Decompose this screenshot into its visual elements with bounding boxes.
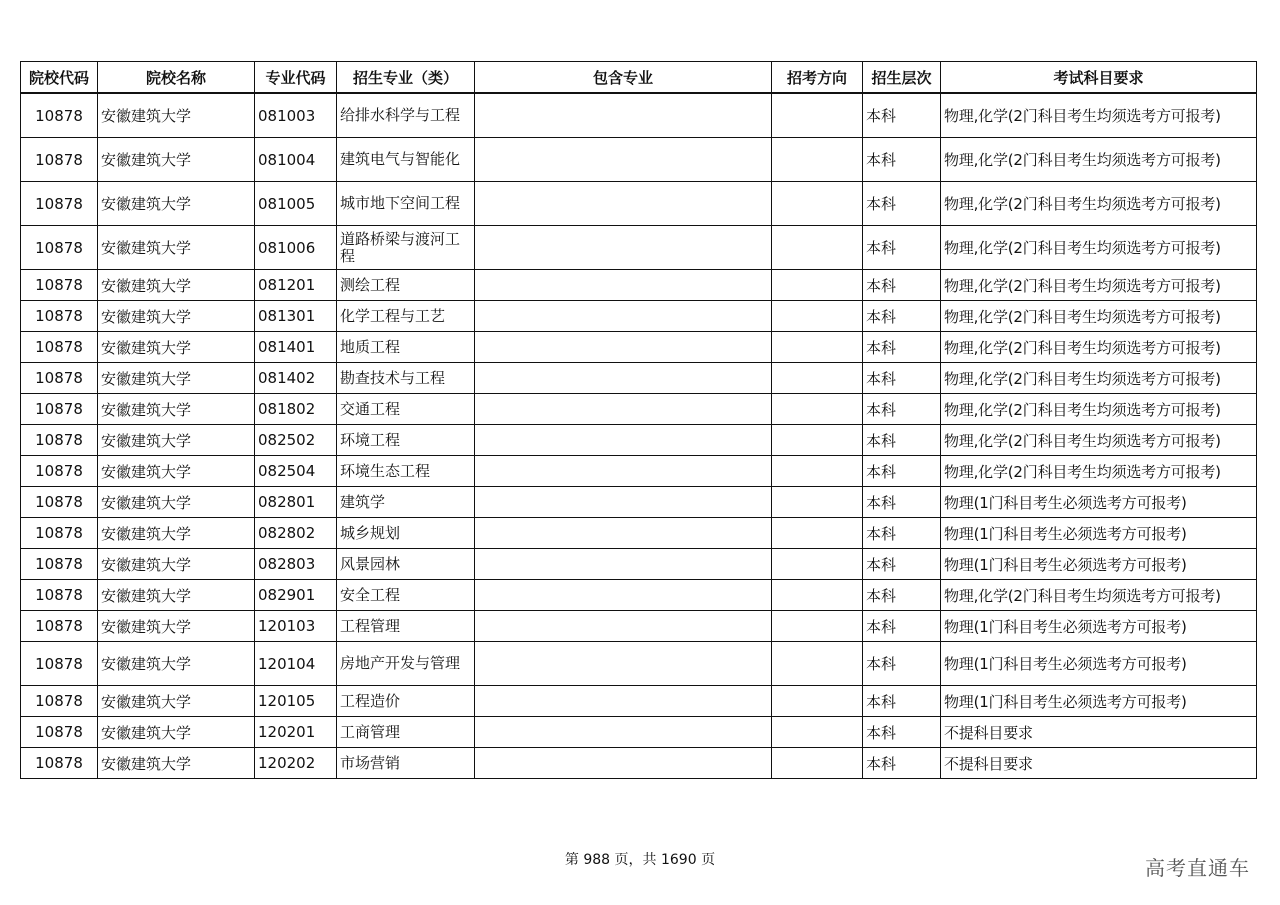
cell-included-majors <box>475 748 772 779</box>
cell-requirement: 物理,化学(2门科目考生均须选考方可报考) <box>941 332 1257 363</box>
cell-requirement: 物理,化学(2门科目考生均须选考方可报考) <box>941 394 1257 425</box>
cell-direction <box>772 580 863 611</box>
cell-major-code: 081003 <box>255 93 337 138</box>
table-row <box>21 748 1257 779</box>
cell-requirement: 物理,化学(2门科目考生均须选考方可报考) <box>941 301 1257 332</box>
cell-direction <box>772 456 863 487</box>
cell-school-name: 安徽建筑大学 <box>98 549 255 580</box>
cell-school-code: 10878 <box>21 642 98 686</box>
table-row <box>21 270 1257 301</box>
cell-level: 本科 <box>863 549 941 580</box>
cell-included-majors <box>475 549 772 580</box>
cell-school-name: 安徽建筑大学 <box>98 363 255 394</box>
cell-included-majors <box>475 394 772 425</box>
cell-major-code: 081005 <box>255 182 337 226</box>
cell-major-code: 081301 <box>255 301 337 332</box>
cell-included-majors <box>475 182 772 226</box>
cell-included-majors <box>475 226 772 270</box>
cell-school-name: 安徽建筑大学 <box>98 270 255 301</box>
cell-requirement: 物理,化学(2门科目考生均须选考方可报考) <box>941 270 1257 301</box>
cell-school-name: 安徽建筑大学 <box>98 182 255 226</box>
cell-major: 工程管理 <box>337 611 475 642</box>
header-level: 招生层次 <box>863 62 941 94</box>
cell-requirement: 不提科目要求 <box>941 748 1257 779</box>
cell-major: 建筑学 <box>337 487 475 518</box>
cell-school-code: 10878 <box>21 182 98 226</box>
cell-school-name: 安徽建筑大学 <box>98 717 255 748</box>
table-row <box>21 138 1257 182</box>
cell-school-name: 安徽建筑大学 <box>98 642 255 686</box>
cell-school-name: 安徽建筑大学 <box>98 226 255 270</box>
cell-level: 本科 <box>863 456 941 487</box>
cell-school-code: 10878 <box>21 93 98 138</box>
table-row <box>21 580 1257 611</box>
cell-major-code: 082801 <box>255 487 337 518</box>
cell-included-majors <box>475 580 772 611</box>
cell-level: 本科 <box>863 686 941 717</box>
cell-school-name: 安徽建筑大学 <box>98 487 255 518</box>
header-included-majors: 包含专业 <box>475 62 772 94</box>
cell-requirement: 物理(1门科目考生必须选考方可报考) <box>941 549 1257 580</box>
table-row <box>21 332 1257 363</box>
cell-school-name: 安徽建筑大学 <box>98 138 255 182</box>
cell-school-code: 10878 <box>21 332 98 363</box>
cell-major: 建筑电气与智能化 <box>337 138 475 182</box>
table-row <box>21 611 1257 642</box>
cell-included-majors <box>475 363 772 394</box>
cell-level: 本科 <box>863 717 941 748</box>
cell-level: 本科 <box>863 487 941 518</box>
cell-school-code: 10878 <box>21 456 98 487</box>
cell-major: 环境工程 <box>337 425 475 456</box>
table-row <box>21 549 1257 580</box>
cell-requirement: 物理,化学(2门科目考生均须选考方可报考) <box>941 456 1257 487</box>
cell-direction <box>772 748 863 779</box>
cell-level: 本科 <box>863 394 941 425</box>
cell-school-code: 10878 <box>21 270 98 301</box>
cell-major-code: 081006 <box>255 226 337 270</box>
table-row <box>21 226 1257 270</box>
cell-direction <box>772 93 863 138</box>
cell-direction <box>772 686 863 717</box>
cell-requirement: 物理(1门科目考生必须选考方可报考) <box>941 518 1257 549</box>
cell-major-code: 081401 <box>255 332 337 363</box>
watermark-logo-text: 高考直通车 <box>1145 856 1250 880</box>
cell-included-majors <box>475 301 772 332</box>
cell-direction <box>772 425 863 456</box>
cell-major: 城乡规划 <box>337 518 475 549</box>
cell-included-majors <box>475 642 772 686</box>
cell-school-name: 安徽建筑大学 <box>98 518 255 549</box>
cell-major-code: 120103 <box>255 611 337 642</box>
cell-requirement: 物理,化学(2门科目考生均须选考方可报考) <box>941 93 1257 138</box>
page-number: 第 988 页，共 1690 页 <box>564 852 716 868</box>
cell-major-code: 120105 <box>255 686 337 717</box>
table-row <box>21 717 1257 748</box>
cell-direction <box>772 226 863 270</box>
cell-school-code: 10878 <box>21 363 98 394</box>
cell-requirement: 物理(1门科目考生必须选考方可报考) <box>941 487 1257 518</box>
cell-major: 城市地下空间工程 <box>337 182 475 226</box>
cell-major-code: 120202 <box>255 748 337 779</box>
header-major-code: 专业代码 <box>255 62 337 94</box>
cell-requirement: 物理(1门科目考生必须选考方可报考) <box>941 686 1257 717</box>
cell-school-name: 安徽建筑大学 <box>98 332 255 363</box>
table-row <box>21 686 1257 717</box>
header-school-code: 院校代码 <box>21 62 98 94</box>
cell-school-name: 安徽建筑大学 <box>98 748 255 779</box>
cell-school-code: 10878 <box>21 717 98 748</box>
cell-level: 本科 <box>863 270 941 301</box>
cell-direction <box>772 394 863 425</box>
cell-included-majors <box>475 93 772 138</box>
cell-school-name: 安徽建筑大学 <box>98 93 255 138</box>
cell-included-majors <box>475 456 772 487</box>
table-row <box>21 456 1257 487</box>
cell-included-majors <box>475 518 772 549</box>
cell-school-name: 安徽建筑大学 <box>98 580 255 611</box>
cell-requirement: 物理(1门科目考生必须选考方可报考) <box>941 642 1257 686</box>
cell-requirement: 物理(1门科目考生必须选考方可报考) <box>941 611 1257 642</box>
cell-major: 地质工程 <box>337 332 475 363</box>
cell-included-majors <box>475 717 772 748</box>
cell-school-name: 安徽建筑大学 <box>98 425 255 456</box>
cell-major: 勘查技术与工程 <box>337 363 475 394</box>
cell-school-code: 10878 <box>21 748 98 779</box>
cell-level: 本科 <box>863 748 941 779</box>
table-header-row <box>21 62 1257 94</box>
cell-included-majors <box>475 332 772 363</box>
cell-school-code: 10878 <box>21 611 98 642</box>
cell-school-name: 安徽建筑大学 <box>98 611 255 642</box>
header-school-name: 院校名称 <box>98 62 255 94</box>
cell-requirement: 物理,化学(2门科目考生均须选考方可报考) <box>941 138 1257 182</box>
table-row <box>21 642 1257 686</box>
cell-included-majors <box>475 611 772 642</box>
table-row <box>21 394 1257 425</box>
cell-major-code: 082803 <box>255 549 337 580</box>
cell-requirement: 物理,化学(2门科目考生均须选考方可报考) <box>941 425 1257 456</box>
cell-included-majors <box>475 686 772 717</box>
table-body <box>21 93 1257 779</box>
cell-level: 本科 <box>863 301 941 332</box>
cell-school-code: 10878 <box>21 425 98 456</box>
header-major: 招生专业（类） <box>337 62 475 94</box>
cell-included-majors <box>475 425 772 456</box>
cell-major-code: 081402 <box>255 363 337 394</box>
cell-major-code: 081004 <box>255 138 337 182</box>
cell-major: 工程造价 <box>337 686 475 717</box>
cell-level: 本科 <box>863 226 941 270</box>
cell-major-code: 081201 <box>255 270 337 301</box>
cell-requirement: 物理,化学(2门科目考生均须选考方可报考) <box>941 182 1257 226</box>
cell-school-code: 10878 <box>21 226 98 270</box>
cell-major-code: 120201 <box>255 717 337 748</box>
cell-level: 本科 <box>863 93 941 138</box>
cell-school-code: 10878 <box>21 138 98 182</box>
cell-school-code: 10878 <box>21 580 98 611</box>
cell-school-code: 10878 <box>21 518 98 549</box>
cell-major: 交通工程 <box>337 394 475 425</box>
cell-school-name: 安徽建筑大学 <box>98 456 255 487</box>
cell-major: 测绘工程 <box>337 270 475 301</box>
cell-direction <box>772 270 863 301</box>
cell-level: 本科 <box>863 138 941 182</box>
header-direction: 招考方向 <box>772 62 863 94</box>
cell-major-code: 082504 <box>255 456 337 487</box>
cell-major: 给排水科学与工程 <box>337 93 475 138</box>
table-row <box>21 301 1257 332</box>
cell-major-code: 081802 <box>255 394 337 425</box>
cell-direction <box>772 332 863 363</box>
cell-direction <box>772 611 863 642</box>
cell-direction <box>772 363 863 394</box>
cell-level: 本科 <box>863 611 941 642</box>
table-row <box>21 518 1257 549</box>
cell-direction <box>772 138 863 182</box>
cell-major: 环境生态工程 <box>337 456 475 487</box>
cell-major: 风景园林 <box>337 549 475 580</box>
cell-direction <box>772 642 863 686</box>
cell-level: 本科 <box>863 425 941 456</box>
cell-included-majors <box>475 138 772 182</box>
cell-direction <box>772 182 863 226</box>
cell-major: 房地产开发与管理 <box>337 642 475 686</box>
cell-level: 本科 <box>863 363 941 394</box>
cell-major: 安全工程 <box>337 580 475 611</box>
cell-school-name: 安徽建筑大学 <box>98 301 255 332</box>
cell-level: 本科 <box>863 182 941 226</box>
cell-direction <box>772 301 863 332</box>
cell-school-code: 10878 <box>21 487 98 518</box>
cell-major: 化学工程与工艺 <box>337 301 475 332</box>
cell-requirement: 物理,化学(2门科目考生均须选考方可报考) <box>941 580 1257 611</box>
cell-level: 本科 <box>863 518 941 549</box>
cell-included-majors <box>475 487 772 518</box>
table-row <box>21 363 1257 394</box>
cell-school-code: 10878 <box>21 686 98 717</box>
cell-requirement: 物理,化学(2门科目考生均须选考方可报考) <box>941 363 1257 394</box>
cell-direction <box>772 717 863 748</box>
cell-major: 市场营销 <box>337 748 475 779</box>
table-row <box>21 487 1257 518</box>
cell-school-name: 安徽建筑大学 <box>98 394 255 425</box>
cell-level: 本科 <box>863 332 941 363</box>
cell-requirement: 物理,化学(2门科目考生均须选考方可报考) <box>941 226 1257 270</box>
cell-direction <box>772 549 863 580</box>
cell-included-majors <box>475 270 772 301</box>
cell-school-name: 安徽建筑大学 <box>98 686 255 717</box>
cell-school-code: 10878 <box>21 549 98 580</box>
cell-major-code: 082502 <box>255 425 337 456</box>
cell-major: 工商管理 <box>337 717 475 748</box>
cell-major-code: 120104 <box>255 642 337 686</box>
admission-requirements-table <box>20 61 1257 779</box>
header-requirement: 考试科目要求 <box>941 62 1257 94</box>
table-row <box>21 425 1257 456</box>
cell-requirement: 不提科目要求 <box>941 717 1257 748</box>
cell-school-code: 10878 <box>21 301 98 332</box>
table-row <box>21 93 1257 138</box>
cell-direction <box>772 518 863 549</box>
cell-direction <box>772 487 863 518</box>
cell-major: 道路桥梁与渡河工程 <box>337 226 475 270</box>
cell-school-code: 10878 <box>21 394 98 425</box>
table-row <box>21 182 1257 226</box>
cell-major-code: 082802 <box>255 518 337 549</box>
cell-major-code: 082901 <box>255 580 337 611</box>
cell-level: 本科 <box>863 580 941 611</box>
cell-level: 本科 <box>863 642 941 686</box>
